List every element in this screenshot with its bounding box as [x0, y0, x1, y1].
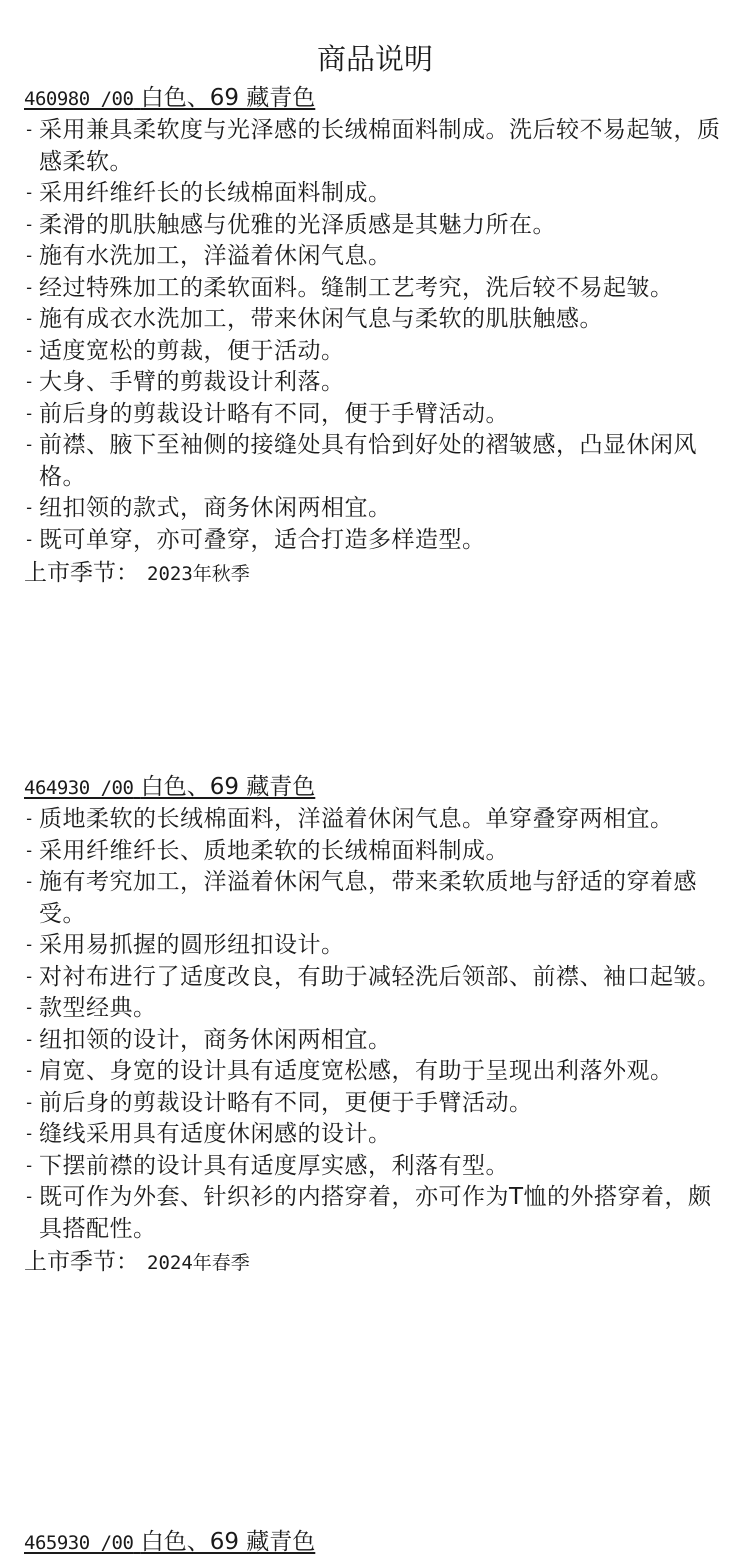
page-title: 商品说明: [316, 42, 433, 77]
feature-item: - 大身、手臂的剪裁设计利落。: [24, 367, 728, 399]
season-line: [24, 556, 728, 591]
feature-item: - 采用纤维纤长的长绒棉面料制成。: [24, 178, 728, 210]
product-code: 460980 /00: [24, 88, 134, 110]
season-value: 2023年秋季: [147, 563, 250, 585]
product-section: [24, 770, 728, 1280]
product-colors: 白色、69 藏青色: [140, 85, 316, 111]
product-header: [24, 81, 728, 115]
product-code: 465930 /00: [24, 1532, 134, 1554]
feature-item: - 施有考究加工，洋溢着休闲气息，带来柔软质地与舒适的穿着感受。: [24, 867, 728, 930]
season-value: 2024年春季: [147, 1252, 250, 1274]
feature-item: - 既可单穿，亦可叠穿，适合打造多样造型。: [24, 525, 728, 557]
feature-item: - 柔滑的肌肤触感与优雅的光泽质感是其魅力所在。: [24, 210, 728, 242]
feature-item: - 质地柔软的长绒棉面料，洋溢着休闲气息。单穿叠穿两相宜。: [24, 804, 728, 836]
product-colors: 白色、69 藏青色: [140, 1529, 316, 1555]
product-section: [24, 1525, 728, 1559]
feature-item: - 施有水洗加工，洋溢着休闲气息。: [24, 241, 728, 273]
product-header: [24, 1525, 728, 1559]
feature-item: - 施有成衣水洗加工，带来休闲气息与柔软的肌肤触感。: [24, 304, 728, 336]
feature-item: - 纽扣领的设计，商务休闲两相宜。: [24, 1025, 728, 1057]
feature-item: - 采用兼具柔软度与光泽感的长绒棉面料制成。洗后较不易起皱，质感柔软。: [24, 115, 728, 178]
feature-item: - 缝线采用具有适度休闲感的设计。: [24, 1119, 728, 1151]
feature-item: - 前后身的剪裁设计略有不同，更便于手臂活动。: [24, 1088, 728, 1120]
feature-item: - 前襟、腋下至袖侧的接缝处具有恰到好处的褶皱感，凸显休闲风格。: [24, 430, 728, 493]
product-code: 464930 /00: [24, 777, 134, 799]
feature-item: - 采用纤维纤长、质地柔软的长绒棉面料制成。: [24, 836, 728, 868]
feature-item: - 款型经典。: [24, 993, 728, 1025]
feature-list: [24, 115, 728, 556]
season-label: 上市季节：: [24, 1249, 139, 1275]
feature-item: - 前后身的剪裁设计略有不同，便于手臂活动。: [24, 399, 728, 431]
feature-item: - 下摆前襟的设计具有适度厚实感，利落有型。: [24, 1151, 728, 1183]
feature-item: - 对衬布进行了适度改良，有助于减轻洗后领部、前襟、袖口起皱。: [24, 962, 728, 994]
product-header: [24, 770, 728, 804]
feature-item: - 既可作为外套、针织衫的内搭穿着，亦可作为T恤的外搭穿着，颇具搭配性。: [24, 1182, 728, 1245]
product-colors: 白色、69 藏青色: [140, 774, 316, 800]
feature-list: [24, 804, 728, 1245]
season-line: [24, 1245, 728, 1280]
feature-item: - 适度宽松的剪裁，便于活动。: [24, 336, 728, 368]
season-label: 上市季节：: [24, 560, 139, 586]
feature-item: - 肩宽、身宽的设计具有适度宽松感，有助于呈现出利落外观。: [24, 1056, 728, 1088]
feature-item: - 纽扣领的款式，商务休闲两相宜。: [24, 493, 728, 525]
feature-item: - 经过特殊加工的柔软面料。缝制工艺考究，洗后较不易起皱。: [24, 273, 728, 305]
feature-item: - 采用易抓握的圆形纽扣设计。: [24, 930, 728, 962]
product-section: [24, 81, 728, 591]
